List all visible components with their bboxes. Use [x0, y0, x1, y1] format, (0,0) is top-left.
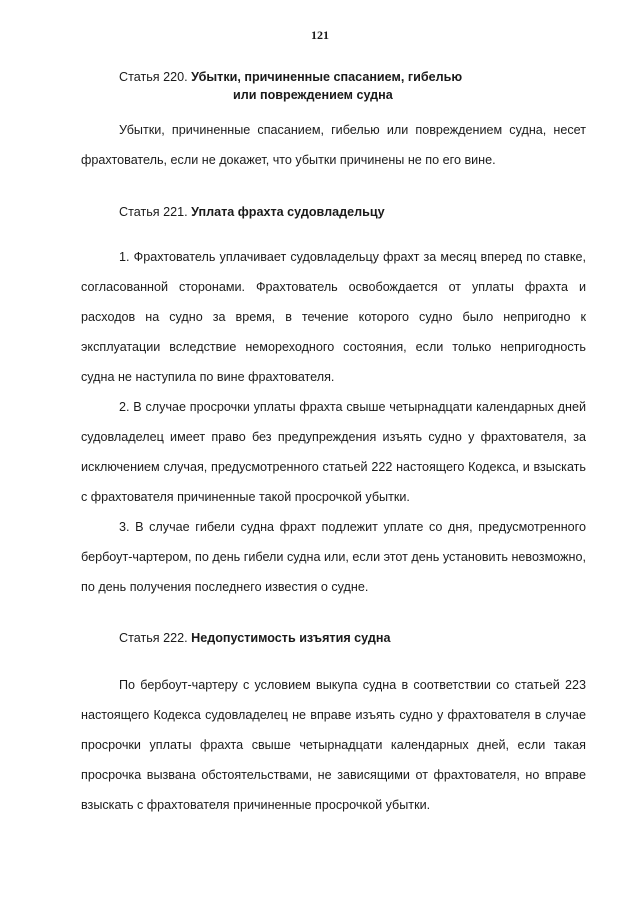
paragraph: 1. Фрахтователь уплачивает судовладельцу фрахт за месяц вперед по ставке, согласованной сторонами. Фрахтователь освобождается от уплаты фрахта и расходов на судно за время, в течение которого судно было непригодно к эксплуатации вследствие немореходного состояния, если только непригодность судна не наступила по вине фрахтователя. — [81, 250, 586, 384]
article-number: Статья 220. — [119, 70, 188, 84]
paragraph: Убытки, причиненные спасанием, гибелью или повреждением судна, несет фрахтователь, если не докажет, что убытки причинены не по его вине. — [81, 123, 586, 167]
article-title-line2: или повреждением судна — [233, 88, 393, 102]
article-221-body — [81, 242, 586, 602]
article-222-body — [81, 670, 586, 820]
article-title: Недопустимость изъятия судна — [191, 631, 391, 645]
article-221-heading — [81, 203, 624, 221]
article-220-body — [81, 115, 586, 175]
page-number: 121 — [311, 28, 329, 42]
article-220-heading — [81, 68, 624, 104]
article-number: Статья 221. — [119, 205, 188, 219]
article-number: Статья 222. — [119, 631, 188, 645]
article-title: Уплата фрахта судовладельцу — [191, 205, 385, 219]
paragraph: 3. В случае гибели судна фрахт подлежит уплате со дня, предусмотренного бербоут-чартером, по день гибели судна или, если этот день установить невозможно, по день получения последнего известия о судне. — [81, 520, 586, 594]
paragraph: По бербоут-чартеру с условием выкупа судна в соответствии со статьей 223 настоящего Кодекса судовладелец не вправе изъять судно у фрахтователя в случае просрочки уплаты фрахта свыше четырнадцати календарных дней, если такая просрочка вызвана обстоятельствами, не зависящими от фрахтователя, но вправе взыскать с фрахтователя причиненные просрочкой убытки. — [81, 678, 586, 812]
article-title: Убытки, причиненные спасанием, гибелью — [191, 70, 463, 84]
article-222-heading — [81, 629, 624, 647]
paragraph: 2. В случае просрочки уплаты фрахта свыше четырнадцати календарных дней судовладелец имеет право без предупреждения изъять судно у фрахтователя, за исключением случая, предусмотренного статьей 222 настоящего Кодекса, и взыскать с фрахтователя причиненные такой просрочкой убытки. — [81, 400, 586, 504]
